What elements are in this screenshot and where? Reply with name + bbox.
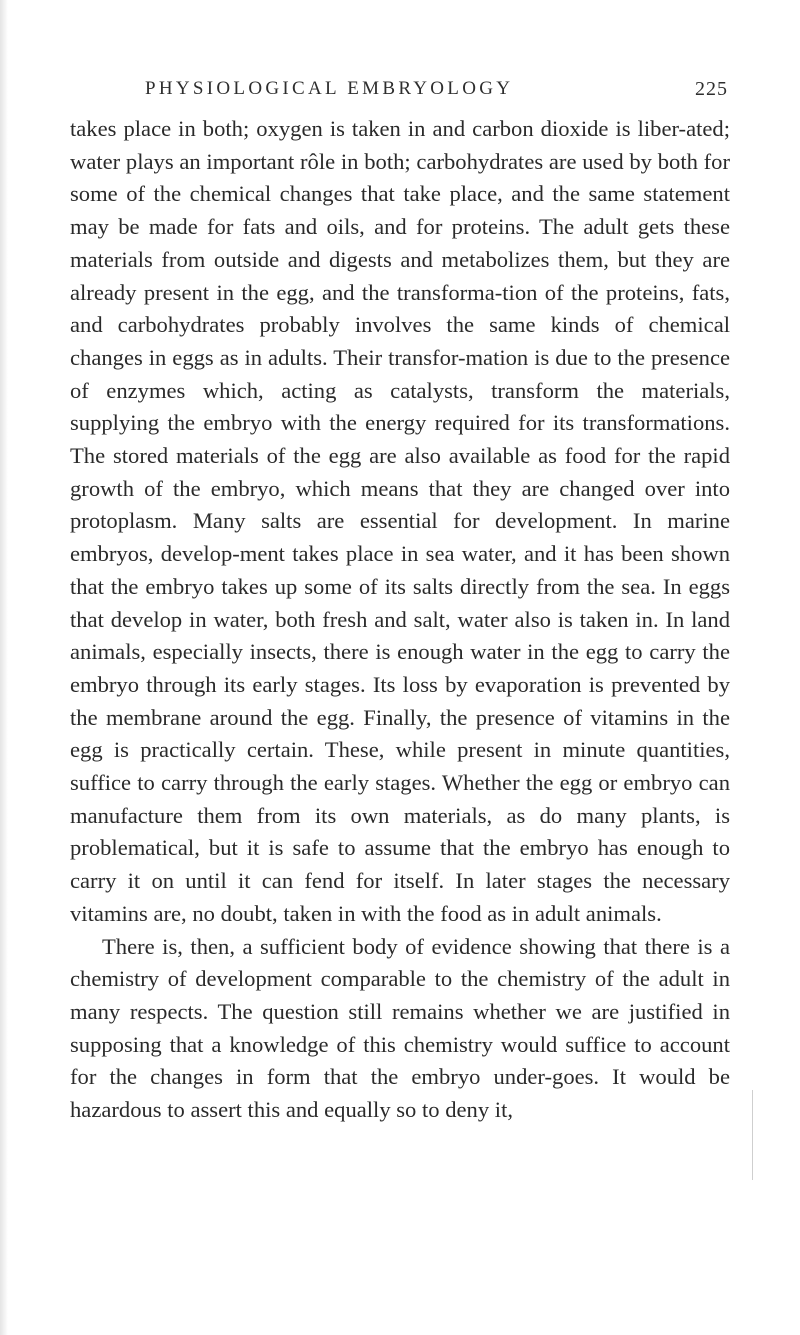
page-number: 225	[695, 78, 728, 100]
paragraph-1: takes place in both; oxygen is taken in and carbon dioxide is liber-ated; water plays an important rôle in both; carbohydrates are used by both for some of the chemical changes that take place, and the same statement may be made for fats and oils, and for proteins. The adult gets these materials from outside and digests and metabolizes them, but they are already present in the egg, and the transforma-tion of the proteins, fats, and carbohydrates probably involves the same kinds of chemical changes in eggs as in adults. Their transfor-mation is due to the presence of enzymes which, acting as catalysts, transform the materials, supplying the embryo with the energy required for its transformations. The stored materials of the egg are also available as food for the rapid growth of the embryo, which means that they are changed over into protoplasm. Many salts are essential for development. In marine embryos, develop-ment takes place in sea water, and it has been shown that the embryo takes up some of its salts directly from the sea. In eggs that develop in water, both fresh and salt, water also is taken in. In land animals, especially insects, there is enough water in the egg to carry the embryo through its early stages. Its loss by evaporation is prevented by the membrane around the egg. Finally, the presence of vitamins in the egg is practically certain. These, while present in minute quantities, suffice to carry through the early stages. Whether the egg or embryo can manufacture them from its own materials, as do many plants, is problematical, but it is safe to assume that the embryo has enough to carry it on until it can fend for itself. In later stages the necessary vitamins are, no doubt, taken in with the food as in adult animals.	[70, 116, 730, 926]
running-head	[145, 78, 728, 104]
body-text	[70, 113, 730, 1127]
paragraph-2: There is, then, a sufficient body of evidence showing that there is a chemistry of development comparable to the chemistry of the adult in many respects. The question still remains whether we are justified in supposing that a knowledge of this chemistry would suffice to account for the changes in form that the embryo under-goes. It would be hazardous to assert this and equally so to deny it,	[70, 933, 730, 1123]
scan-artifact	[752, 1090, 753, 1180]
scan-edge	[0, 0, 8, 1335]
running-head-title: PHYSIOLOGICAL EMBRYOLOGY	[145, 78, 514, 99]
